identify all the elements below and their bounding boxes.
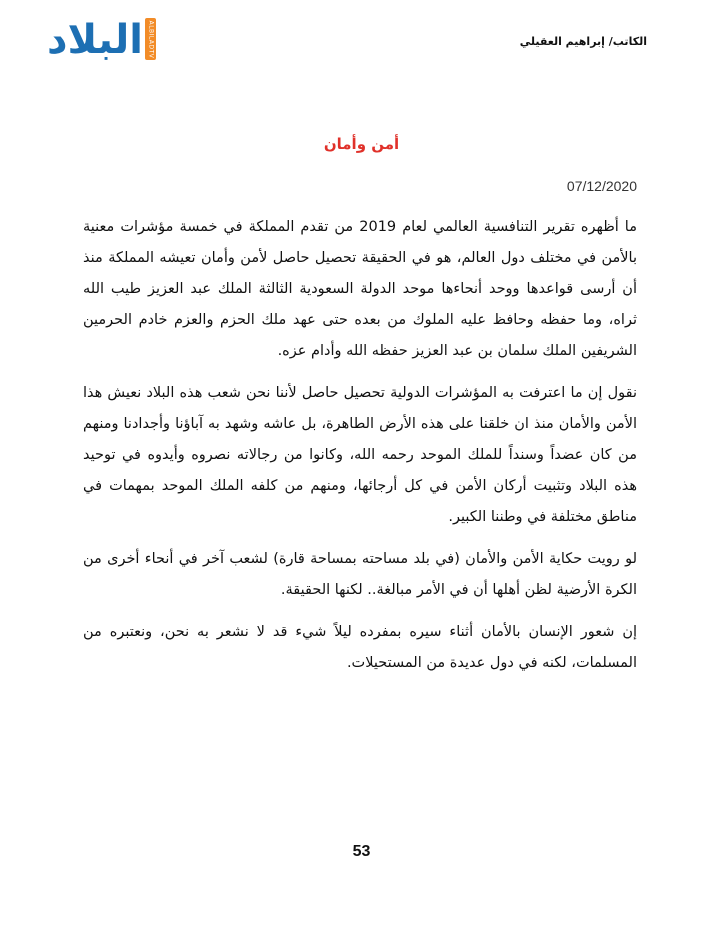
paragraph: ما أظهره تقرير التنافسية العالمي لعام 2019 من تقدم المملكة في خمسة مؤشرات معنية بالأمن في مختلف دول العالم، هو في الحقيقة تحصيل حاصل لأمن وأمان تعيشه المملكة منذ أن أرسى قواعدها ووحد أنحاءها موحد الدولة السعودية الثالثة الملك عبد العزيز طيب الله ثراه، وما حفظه وحافظ عليه الملوك من بعده حتى عهد ملك الحزم والعزم خادم الحرمين الشريفين الملك سلمان بن عبد العزيز حفظه الله وأدام عزه.	[83, 219, 637, 359]
author-byline: الكاتب/ إبراهيم العقيلي	[519, 35, 647, 48]
logo-badge-text: ALBILADTV	[146, 20, 154, 58]
publisher-logo	[47, 16, 156, 64]
article-title: أمن وأمان	[323, 135, 400, 153]
logo-tv-badge	[145, 18, 156, 60]
paragraph: نقول إن ما اعترفت به المؤشرات الدولية تحصيل حاصل لأننا نحن شعب هذه البلاد نعيش هذا الأمن والأمان منذ ان خلقنا على هذه الأرض الطاهرة، بل عاشه وشهد به آباؤنا وأجدادنا ومنهم من كان عضداً وسنداً للملك الموحد رحمه الله، وكانوا من رجالاته نصروه وأيدوه في توحيد هذه البلاد وتثبيت أركان الأمن في كل أرجائها، ومنهم من كلفه الملك الموحد بمهمات في مناطق مختلفة في وطننا الكبير.	[83, 385, 637, 525]
paragraph: لو رويت حكاية الأمن والأمان (في بلد مساحته بمساحة قارة) لشعب آخر في أنحاء أخرى من الكرة الأرضية لظن أهلها أن في الأمر مبالغة.. لكنها الحقيقة.	[83, 551, 637, 598]
page-number: 53	[352, 843, 371, 860]
paragraph: إن شعور الإنسان بالأمان أثناء سيره بمفرده ليلاً شيء قد لا نشعر به نحن، ونعتبره من المسلمات، لكنه في دول عديدة من المستحيلات.	[83, 624, 637, 671]
logo-wordmark: البلاد	[47, 17, 143, 63]
article-date: 07/12/2020	[566, 178, 637, 194]
article-body	[83, 212, 637, 690]
